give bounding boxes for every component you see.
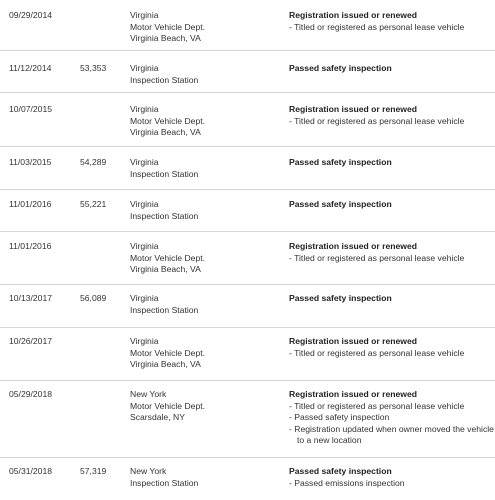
source-line: Motor Vehicle Dept. <box>130 347 205 358</box>
event-title: Passed safety inspection <box>289 63 392 73</box>
source-line: Virginia Beach, VA <box>130 127 201 137</box>
event-title: Passed safety inspection <box>289 157 392 167</box>
source-line: Inspection Station <box>130 74 199 85</box>
record-date: 10/13/2017 <box>9 293 53 303</box>
record-details <box>289 10 464 33</box>
table-row <box>0 381 495 458</box>
source-line: Virginia <box>130 336 159 346</box>
detail-line: - Titled or registered as personal lease vehicle <box>289 252 465 263</box>
record-mileage: 53,353 <box>80 63 107 73</box>
record-mileage: 57,319 <box>80 466 107 476</box>
record-details <box>289 63 392 75</box>
record-date: 11/01/2016 <box>9 241 52 251</box>
event-title: Registration issued or renewed <box>289 10 417 20</box>
source-line: Virginia <box>130 157 159 167</box>
table-row <box>0 0 495 51</box>
source-line: Virginia <box>130 199 159 209</box>
record-date: 10/07/2015 <box>9 104 53 114</box>
source-line: Virginia <box>130 63 159 73</box>
detail-line: - Titled or registered as personal lease vehicle <box>289 21 465 32</box>
record-mileage: 55,221 <box>80 199 107 209</box>
record-date: 05/29/2018 <box>9 389 53 399</box>
source-line: Virginia Beach, VA <box>130 264 201 274</box>
event-title: Passed safety inspection <box>289 199 392 209</box>
source-line: New York <box>130 466 167 476</box>
table-row <box>0 285 495 328</box>
table-row <box>0 232 495 285</box>
record-source <box>130 199 198 222</box>
source-line: Inspection Station <box>130 304 199 315</box>
detail-line: - Titled or registered as personal lease vehicle <box>289 115 465 126</box>
source-line: Virginia <box>130 10 159 20</box>
record-date: 05/31/2018 <box>9 466 53 476</box>
source-line: Motor Vehicle Dept. <box>130 252 205 263</box>
event-title: Registration issued or renewed <box>289 389 417 399</box>
detail-line: - Passed emissions inspection <box>289 477 405 488</box>
table-row <box>0 147 495 190</box>
source-line: Scarsdale, NY <box>130 412 185 422</box>
record-mileage: 56,089 <box>80 293 107 303</box>
record-source <box>130 389 205 424</box>
table-row <box>0 328 495 381</box>
detail-line: - Titled or registered as personal lease vehicle <box>289 400 465 411</box>
source-line: New York <box>130 389 167 399</box>
record-date: 09/29/2014 <box>9 10 53 20</box>
detail-line: - Titled or registered as personal lease vehicle <box>289 347 465 358</box>
table-row <box>0 190 495 232</box>
record-source <box>130 241 205 276</box>
source-line: Virginia <box>130 241 159 251</box>
event-title: Registration issued or renewed <box>289 336 417 346</box>
detail-line: to a new location <box>297 435 362 445</box>
event-title: Registration issued or renewed <box>289 241 417 251</box>
table-row <box>0 93 495 147</box>
record-source <box>130 104 205 139</box>
record-details <box>289 293 392 305</box>
source-line: Inspection Station <box>130 210 199 221</box>
event-title: Passed safety inspection <box>289 293 392 303</box>
record-date: 11/03/2015 <box>9 157 52 167</box>
source-line: Motor Vehicle Dept. <box>130 400 205 411</box>
detail-line: - Registration updated when owner moved the vehicle <box>289 423 494 434</box>
record-source <box>130 157 198 180</box>
record-source <box>130 293 198 316</box>
record-details <box>289 241 464 264</box>
detail-line: - Passed safety inspection <box>289 412 390 422</box>
record-source <box>130 466 198 489</box>
record-date: 11/01/2016 <box>9 199 52 209</box>
event-title: Registration issued or renewed <box>289 104 417 114</box>
source-line: Motor Vehicle Dept. <box>130 115 205 126</box>
table-row <box>0 51 495 93</box>
record-details <box>289 336 464 359</box>
record-date: 11/12/2014 <box>9 63 52 73</box>
record-details <box>289 466 405 489</box>
table-row <box>0 458 495 500</box>
record-details <box>289 104 464 127</box>
record-details <box>289 389 494 447</box>
source-line: Inspection Station <box>130 168 199 179</box>
record-date: 10/26/2017 <box>9 336 53 346</box>
source-line: Virginia Beach, VA <box>130 33 201 43</box>
record-source <box>130 10 205 45</box>
record-mileage: 54,289 <box>80 157 107 167</box>
source-line: Virginia <box>130 104 159 114</box>
record-details <box>289 199 392 211</box>
source-line: Virginia <box>130 293 159 303</box>
source-line: Motor Vehicle Dept. <box>130 21 205 32</box>
record-source <box>130 63 198 86</box>
source-line: Virginia Beach, VA <box>130 359 201 369</box>
record-source <box>130 336 205 371</box>
event-title: Passed safety inspection <box>289 466 392 476</box>
record-details <box>289 157 392 169</box>
source-line: Inspection Station <box>130 477 199 488</box>
